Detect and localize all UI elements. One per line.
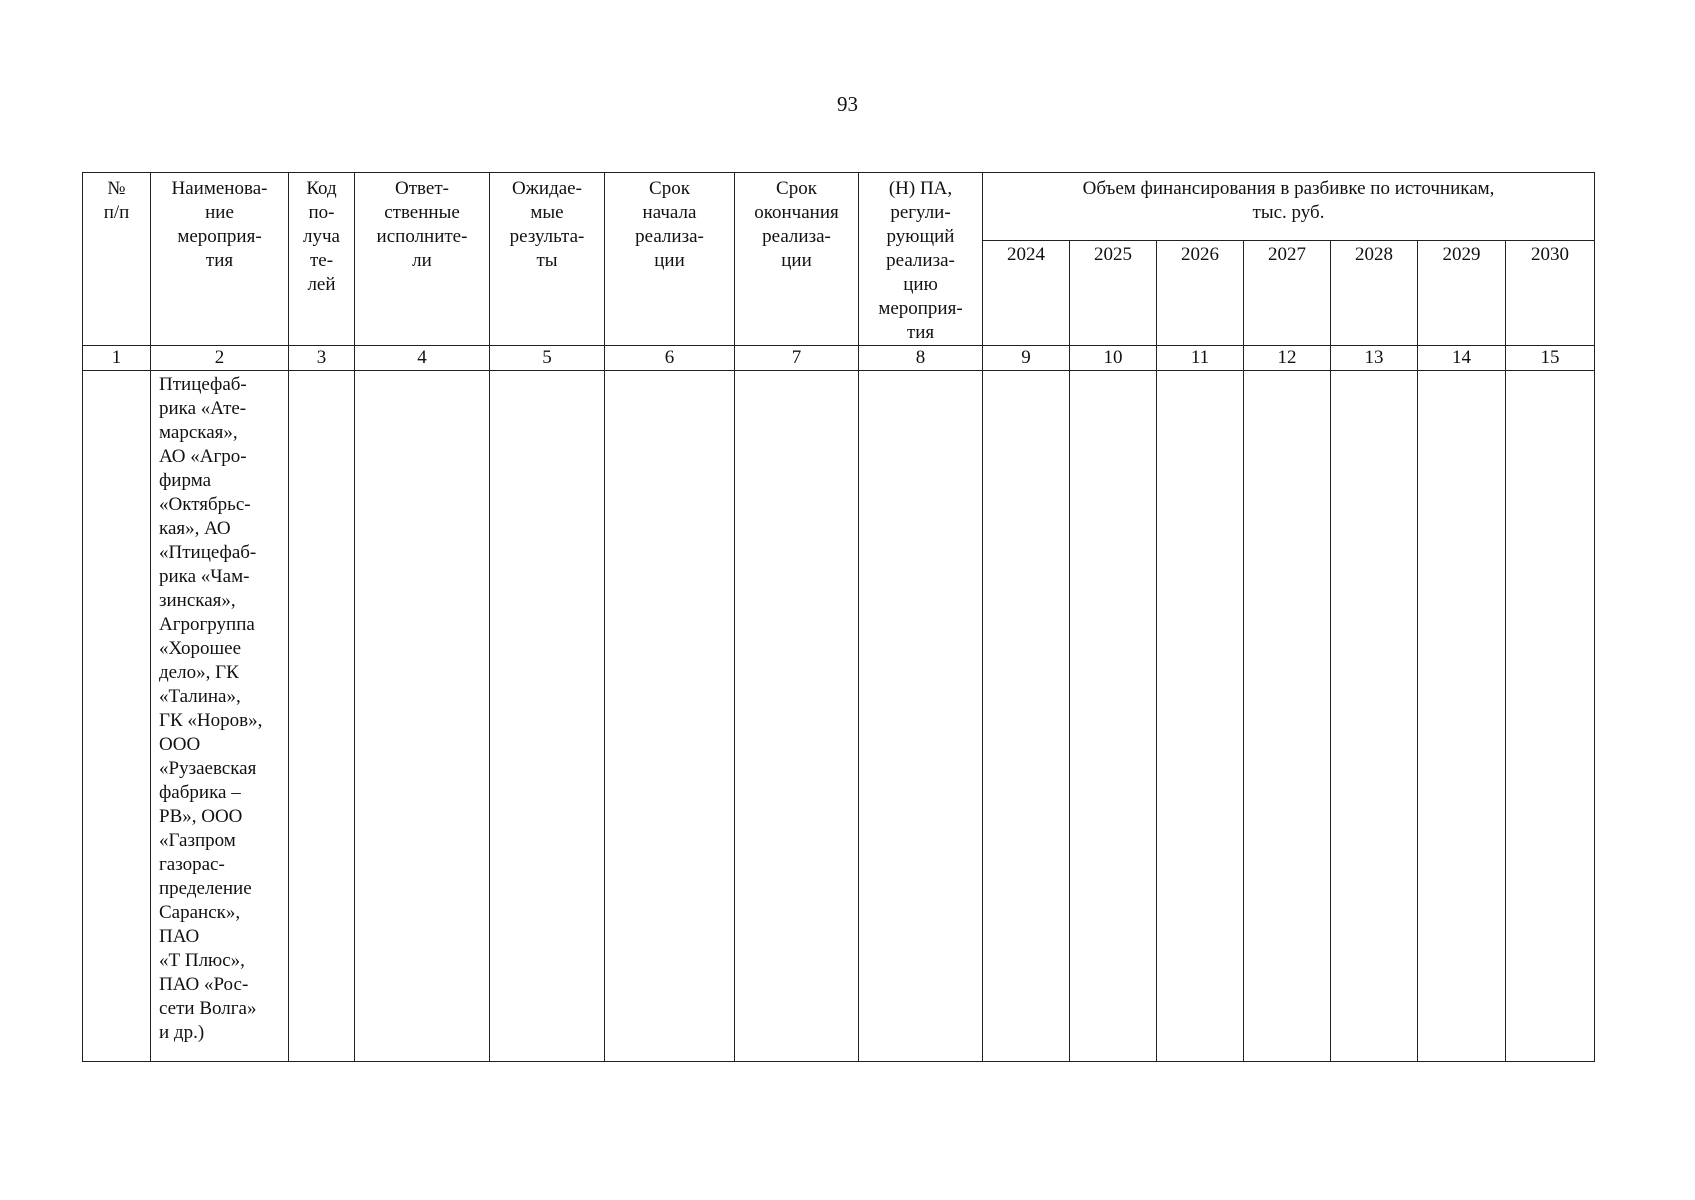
column-number: 11 (1157, 346, 1244, 371)
header-financing: Объем финансирования в разбивке по источникам, тыс. руб. (983, 173, 1595, 241)
empty-cell (355, 371, 490, 1062)
header-expected-results: Ожидае- мые результа- ты (490, 173, 605, 346)
empty-cell (289, 371, 355, 1062)
empty-cell (1070, 371, 1157, 1062)
header-end-date: Срок окончания реализа- ции (735, 173, 859, 346)
year-2025: 2025 (1070, 241, 1157, 346)
header-row-top (83, 173, 1595, 241)
year-2030: 2030 (1506, 241, 1595, 346)
column-number: 8 (859, 346, 983, 371)
empty-cell (1506, 371, 1595, 1062)
year-2028: 2028 (1331, 241, 1418, 346)
column-number: 13 (1331, 346, 1418, 371)
column-number: 1 (83, 346, 151, 371)
column-number: 10 (1070, 346, 1157, 371)
year-2029: 2029 (1418, 241, 1506, 346)
header-responsible: Ответ- ственные исполните- ли (355, 173, 490, 346)
year-2026: 2026 (1157, 241, 1244, 346)
header-regulatory-act: (Н) ПА, регули- рующий реализа- цию мероприя- тия (859, 173, 983, 346)
header-event-name: Наименова- ние мероприя- тия (151, 173, 289, 346)
year-2024: 2024 (983, 241, 1070, 346)
empty-cell (1331, 371, 1418, 1062)
financing-table (82, 172, 1595, 1062)
column-number: 6 (605, 346, 735, 371)
column-number: 9 (983, 346, 1070, 371)
header-number: № п/п (83, 173, 151, 346)
table-row (83, 371, 1595, 1062)
header-recipient-code: Код по- луча те- лей (289, 173, 355, 346)
column-number: 12 (1244, 346, 1331, 371)
year-2027: 2027 (1244, 241, 1331, 346)
empty-cell (1244, 371, 1331, 1062)
empty-cell (490, 371, 605, 1062)
empty-cell (859, 371, 983, 1062)
empty-cell (83, 371, 151, 1062)
column-number: 7 (735, 346, 859, 371)
page-number: 93 (837, 92, 858, 116)
event-name-cell: Птицефаб- рика «Ате- марская», АО «Агро- фирма «Октябрьс- кая», АО «Птицефаб- рика «Чам- зинская», Агрогруппа «Хорошее дело», ГК «Талина», ГК «Норов», ООО «Рузаевская фабрика – РВ», ООО «Газпром газорас- пределение Саранск», ПАО «Т Плюс», ПАО «Рос- сети Волга» и др.) (151, 371, 289, 1062)
column-number: 15 (1506, 346, 1595, 371)
column-number: 3 (289, 346, 355, 371)
empty-cell (1157, 371, 1244, 1062)
column-number: 2 (151, 346, 289, 371)
column-number: 4 (355, 346, 490, 371)
empty-cell (1418, 371, 1506, 1062)
empty-cell (605, 371, 735, 1062)
empty-cell (983, 371, 1070, 1062)
column-number: 14 (1418, 346, 1506, 371)
column-number: 5 (490, 346, 605, 371)
column-number-row (83, 346, 1595, 371)
header-start-date: Срок начала реализа- ции (605, 173, 735, 346)
empty-cell (735, 371, 859, 1062)
